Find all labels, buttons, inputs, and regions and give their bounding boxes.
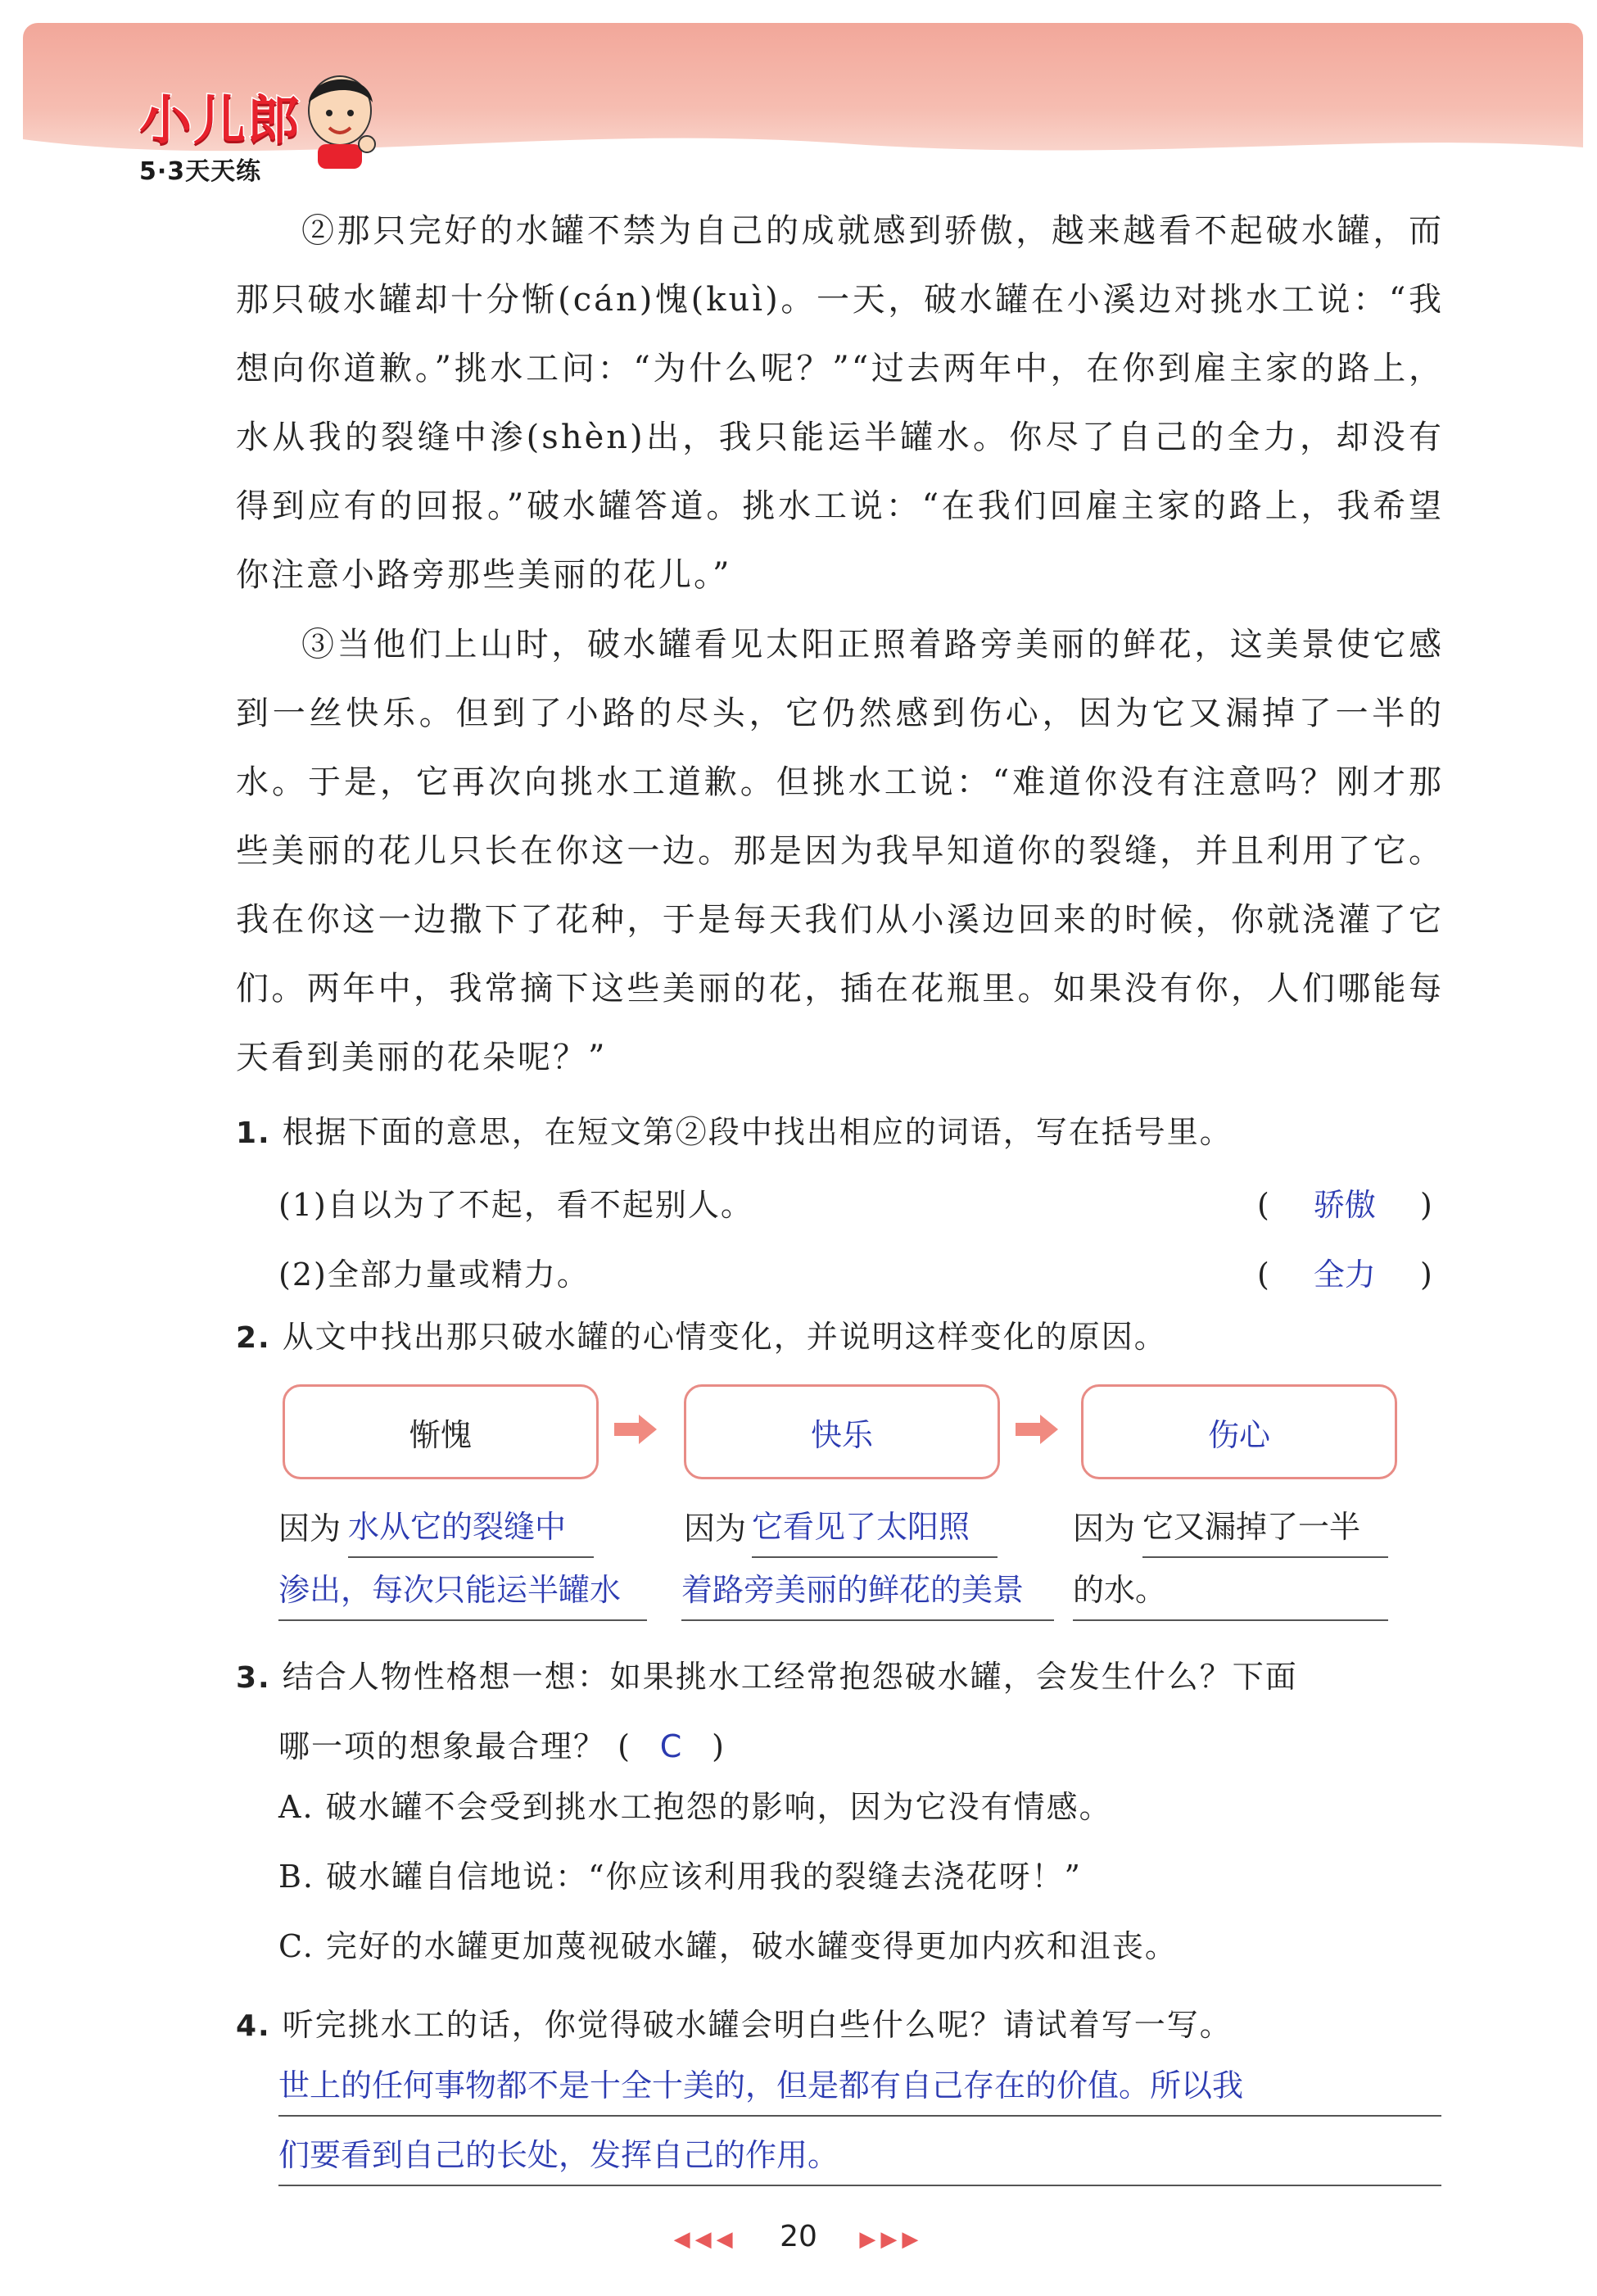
left-paren: ( — [618, 1728, 631, 1764]
question-4 — [236, 1990, 1233, 2061]
mood-box-2 — [684, 1384, 1000, 1479]
question-number: 4. — [236, 2009, 271, 2043]
next-arrows-icon: ▶▶▶ — [859, 2227, 924, 2252]
page-number: 20 — [780, 2220, 817, 2253]
question-2 — [236, 1302, 1167, 1373]
page-footer — [0, 2220, 1597, 2253]
q1-item-1: (1)自以为了不起，看不起别人。 — [278, 1187, 753, 1223]
question-text-line-2: 哪一项的想象最合理？ — [278, 1728, 607, 1764]
mascot-boy-icon — [295, 66, 385, 172]
reason-3-line-2: 的水。 — [1073, 1560, 1388, 1621]
reason-1-line-2: 渗出，每次只能运半罐水 — [278, 1560, 647, 1621]
because-label-1: 因为 — [278, 1510, 342, 1547]
q1-answer-2-box — [1257, 1249, 1432, 1294]
brand-logo — [139, 79, 301, 187]
question-number: 3. — [236, 1661, 271, 1695]
because-label-2: 因为 — [684, 1510, 747, 1547]
right-paren: ) — [712, 1728, 726, 1764]
passage-paragraph-3: ③当他们上山时，破水罐看见太阳正照着路旁美丽的鲜花，这美景使它感到一丝快乐。但到了小路的尽头，它仍然感到伤心，因为它又漏掉了一半的水。于是，它再次向挑水工道歉。但挑水工说：“难道你没有注意吗？刚才那些美丽的花儿只长在你这一边。那是因为我早知道你的裂缝，并且利用了它。我在你这一边撒下了花种，于是每天我们从小溪边回来的时候，你就浇灌了它们。两年中，我常摘下这些美丽的花，插在花瓶里。如果没有你，人们哪能每天看到美丽的花朵呢？” — [236, 626, 1444, 1076]
question-text-line-1: 结合人物性格想一想：如果挑水工经常抱怨破水罐，会发生什么？下面 — [282, 1659, 1298, 1695]
passage-paragraph-2: ②那只完好的水罐不禁为自己的成就感到骄傲，越来越看不起破水罐，而那只破水罐却十分惭(cán)愧(kuì)。一天，破水罐在小溪边对挑水工说：“我想向你道歉。”挑水工问：“为什么呢？”“过去两年中，在你到雇主家的路上，水从我的裂缝中渗(shèn)出，我只能运半罐水。你尽了自己的全力，却没有得到应有的回报。”破水罐答道。挑水工说：“在我们回雇主家的路上，我希望你注意小路旁那些美丽的花儿。” — [236, 212, 1444, 594]
q4-answer-line-1: 世上的任何事物都不是十全十美的，但是都有自己存在的价值。所以我 — [278, 2056, 1441, 2117]
mood-label-2: 快乐 — [810, 1416, 873, 1453]
right-paren: ) — [1420, 1187, 1432, 1223]
arrow-right-icon — [613, 1413, 658, 1446]
reason-2-line-1: 它看见了太阳照 — [752, 1497, 998, 1558]
because-label-3: 因为 — [1073, 1510, 1136, 1547]
q3-option-a: A. 破水罐不会受到挑水工抱怨的影响，因为它没有情感。 — [278, 1789, 1112, 1825]
question-number: 1. — [236, 1116, 271, 1150]
q1-answer-1-box — [1257, 1180, 1432, 1225]
mood-label-1: 惭愧 — [409, 1416, 472, 1453]
question-number: 2. — [236, 1321, 271, 1355]
q1-item-2: (2)全部力量或精力。 — [278, 1257, 590, 1293]
logo-title: 小儿郎 — [139, 91, 301, 152]
q4-answer-line-2: 们要看到自己的长处，发挥自己的作用。 — [278, 2126, 1441, 2186]
prev-arrows-icon: ◀◀◀ — [673, 2227, 738, 2252]
reason-1-line-1: 水从它的裂缝中 — [348, 1497, 594, 1558]
question-3 — [236, 1642, 1298, 1713]
mood-label-3: 伤心 — [1207, 1416, 1270, 1453]
mood-box-3 — [1081, 1384, 1397, 1479]
right-paren: ) — [1420, 1257, 1432, 1293]
q1-answer-2: 全力 — [1313, 1257, 1376, 1293]
logo-subtitle: 5·3天天练 — [139, 157, 262, 186]
q3-option-b: B. 破水罐自信地说：“你应该利用我的裂缝去浇花呀！” — [278, 1859, 1082, 1895]
mood-box-1 — [283, 1384, 599, 1479]
q1-answer-1: 骄傲 — [1313, 1187, 1376, 1223]
question-text: 根据下面的意思，在短文第②段中找出相应的词语，写在括号里。 — [282, 1114, 1233, 1150]
left-paren: ( — [1257, 1187, 1269, 1223]
q3-answer: C — [659, 1728, 684, 1764]
reason-2-line-2: 着路旁美丽的鲜花的美景 — [681, 1560, 1054, 1621]
arrow-right-icon — [1014, 1413, 1060, 1446]
question-text: 听完挑水工的话，你觉得破水罐会明白些什么呢？请试着写一写。 — [282, 2007, 1233, 2043]
reason-3-line-1: 它又漏掉了一半 — [1142, 1497, 1388, 1558]
question-text: 从文中找出那只破水罐的心情变化，并说明这样变化的原因。 — [282, 1319, 1167, 1355]
question-3-line-2 — [278, 1712, 726, 1781]
q3-option-c: C. 完好的水罐更加蔑视破水罐，破水罐变得更加内疚和沮丧。 — [278, 1928, 1178, 1964]
left-paren: ( — [1257, 1257, 1269, 1293]
question-1 — [236, 1098, 1233, 1168]
